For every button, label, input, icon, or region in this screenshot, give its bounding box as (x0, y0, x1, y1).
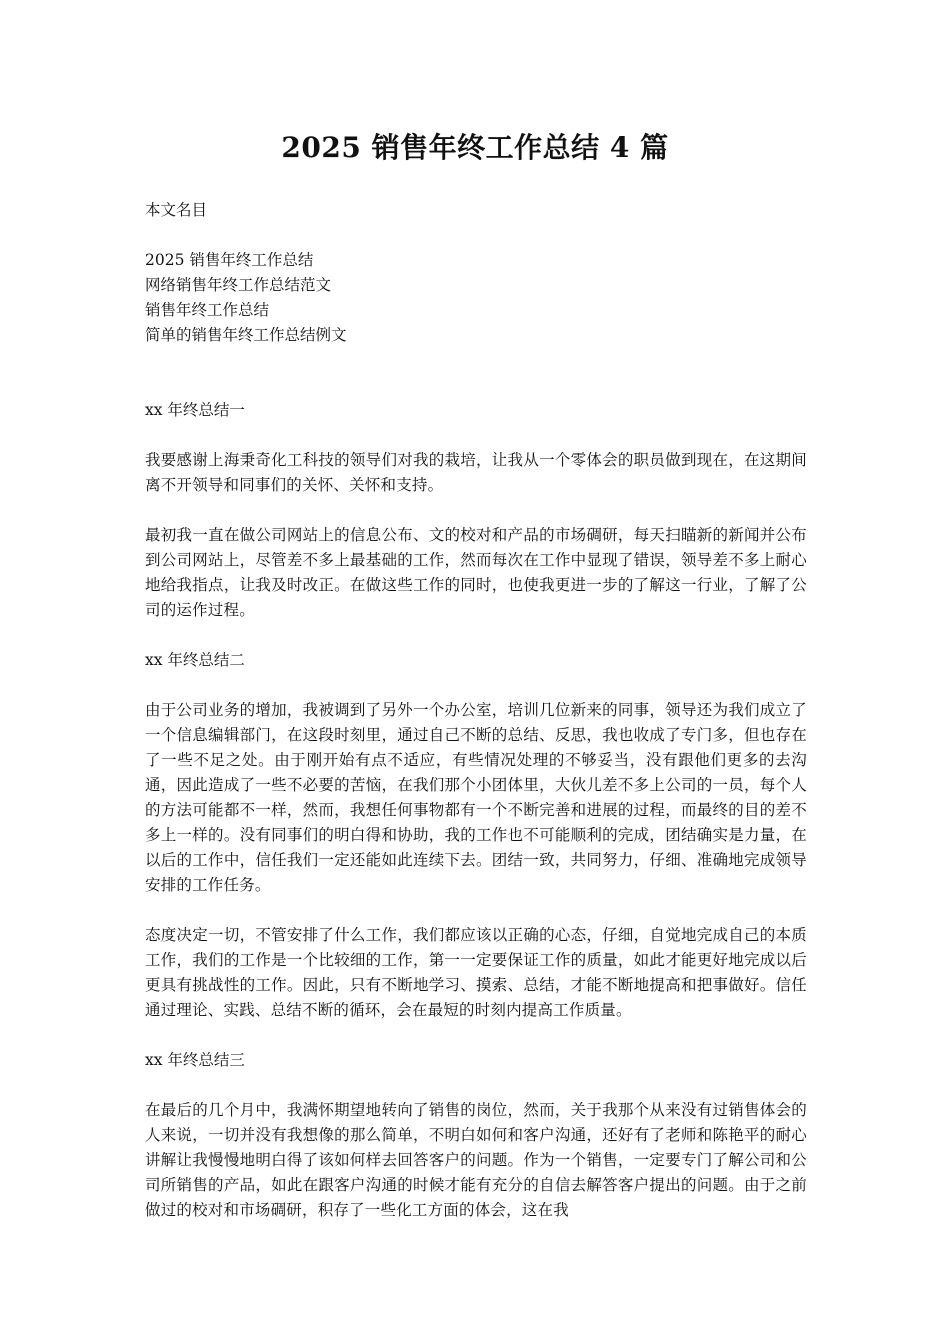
toc-item: 网络销售年终工作总结范文 (145, 276, 332, 294)
section-two (145, 648, 807, 1023)
paragraph: 我要感谢上海秉奇化工科技的领导们对我的栽培，让我从一个零体会的职员做到现在，在这期间离不开领导和同事们的关怀、关怀和支持。 (145, 451, 807, 494)
toc-item: 2025 销售年终工作总结 (145, 251, 314, 269)
section-heading: xx 年终总结二 (145, 651, 245, 669)
paragraph: 最初我一直在做公司网站上的信息公布、文的校对和产品的市场碉研，每天扫瞄新的新闻并公布到公司网站上，尽管差不多上最基础的工作，然而每次在工作中显现了错误，领导差不多上耐心地给我指点，让我及时改正。在做这些工作的同时，也使我更进一步的了解这一行业，了解了公司的运作过程。 (145, 526, 807, 619)
paragraph: 由于公司业务的增加，我被调到了另外一个办公室，培训几位新来的同事，领导还为我们成立了一个信息编辑部门，在这段时刻里，通过自己不断的总结、反思，我也收成了专门多，但也存在了一些不足之处。由于刚开始有点不适应，有些情况处理的不够妥当，没有跟他们更多的去沟通，因此造成了一些不必要的苦恼，在我们那个小团体里，大伙儿差不多上公司的一员，每个人的方法可能都不一样，然而，我想任何事物都有一个不断完善和进展的过程，而最终的目的差不多上一样的。没有同事们的明白得和协助，我的工作也不可能顺利的完成，团结确实是力量，在以后的工作中，信任我们一定还能如此连续下去。团结一致，共同努力，仔细、准确地完成领导安排的工作任务。 (145, 701, 807, 894)
section-three (145, 1048, 807, 1223)
section-one (145, 398, 807, 623)
document-body (145, 198, 807, 1248)
table-of-contents (145, 248, 807, 348)
section-heading: xx 年终总结三 (145, 1051, 245, 1069)
paragraph: 在最后的几个月中，我满怀期望地转向了销售的岗位，然而，关于我那个从来没有过销售体会的人来说，一切并没有我想像的那么简单，不明白如何和客户沟通，还好有了老师和陈艳平的耐心讲解让我慢慢地明白得了该如何样去回答客户的问题。作为一个销售，一定要专门了解公司和公司所销售的产品，如此在跟客户沟通的时候才能有充分的自信去解答客户提出的问题。由于之前做过的校对和市场碉研，积存了一些化工方面的体会，这在我 (145, 1101, 807, 1219)
document-title: 2025 销售年终工作总结 4 篇 (281, 131, 669, 164)
toc-item: 简单的销售年终工作总结例文 (145, 326, 347, 344)
toc-label: 本文名目 (145, 201, 208, 219)
toc-item: 销售年终工作总结 (145, 301, 270, 319)
paragraph: 态度决定一切，不管安排了什么工作，我们都应该以正确的心态，仔细，自觉地完成自己的本质工作，我们的工作是一个比较细的工作，第一一定要保证工作的质量，如此才能更好地完成以后更具有挑战性的工作。因此，只有不断地学习、摸索、总结，才能不断地提高和把事做好。信任通过理论、实践、总结不断的循环，会在最短的时刻内提高工作质量。 (145, 926, 807, 1019)
section-heading: xx 年终总结一 (145, 401, 245, 419)
